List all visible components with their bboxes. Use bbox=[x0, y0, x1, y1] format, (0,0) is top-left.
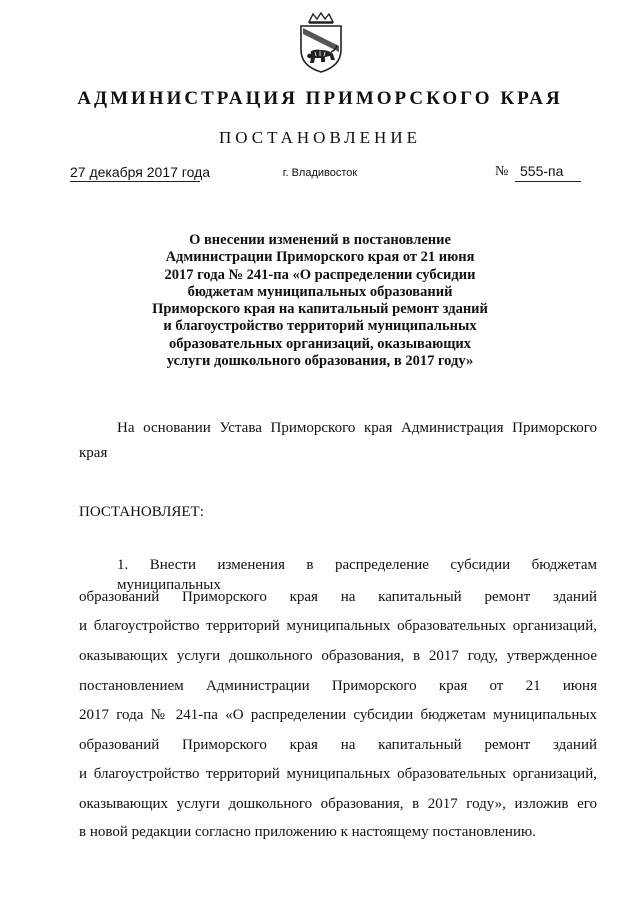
title-line: услуги дошкольного образования, в 2017 году» bbox=[166, 353, 474, 370]
coat-of-arms-emblem bbox=[295, 12, 347, 74]
preamble-line: края bbox=[79, 445, 108, 461]
title-line: Приморского края на капитальный ремонт зданий bbox=[152, 301, 488, 318]
item1-line: и благоустройство территорий муниципальных образовательных организаций, bbox=[79, 766, 597, 782]
title-line: О внесении изменений в постановление bbox=[189, 232, 451, 248]
number-underline bbox=[515, 181, 581, 182]
organization-name: АДМИНИСТРАЦИЯ ПРИМОРСКОГО КРАЯ bbox=[77, 88, 563, 109]
item1-line: 1. Внести изменения в распределение субсидии бюджетам муниципальных bbox=[117, 557, 597, 593]
city: г. Владивосток bbox=[282, 167, 358, 179]
document-type: ПОСТАНОВЛЕНИЕ bbox=[218, 128, 421, 147]
title-line: Администрации Приморского края от 21 июня bbox=[165, 249, 475, 266]
preamble-line: На основании Устава Приморского края Администрация Приморского bbox=[117, 420, 597, 436]
item1-line: образований Приморского края на капитальный ремонт зданий bbox=[79, 737, 597, 753]
resolves-heading: ПОСТАНОВЛЯЕТ: bbox=[79, 504, 204, 520]
title-line: 2017 года № 241-па «О распределении субсидии bbox=[164, 266, 476, 283]
title-line: образовательных организаций, оказывающих bbox=[168, 335, 472, 352]
document-number: 555-па bbox=[520, 163, 564, 179]
item1-line: оказывающих услуги дошкольного образования, в 2017 году», изложив его bbox=[79, 796, 597, 812]
item1-line: и благоустройство территорий муниципальных образовательных организаций, bbox=[79, 618, 597, 634]
item1-line: образований Приморского края на капитальный ремонт зданий bbox=[79, 589, 597, 605]
item1-line: оказывающих услуги дошкольного образования, в 2017 году, утвержденное bbox=[79, 648, 597, 664]
item1-line: 2017 года № 241-па «О распределении субсидии бюджетам муниципальных bbox=[79, 707, 597, 723]
document-date: 27 декабря 2017 года bbox=[70, 164, 211, 180]
document-title bbox=[140, 232, 500, 370]
date-underline bbox=[70, 181, 200, 182]
title-line: и благоустройство территорий муниципальных bbox=[163, 318, 477, 335]
item1-line: постановлением Администрации Приморского края от 21 июня bbox=[79, 678, 597, 694]
item1-line: в новой редакции согласно приложению к настоящему постановлению. bbox=[79, 824, 536, 840]
number-sign: № bbox=[495, 164, 509, 179]
title-line: бюджетам муниципальных образований bbox=[187, 283, 453, 300]
